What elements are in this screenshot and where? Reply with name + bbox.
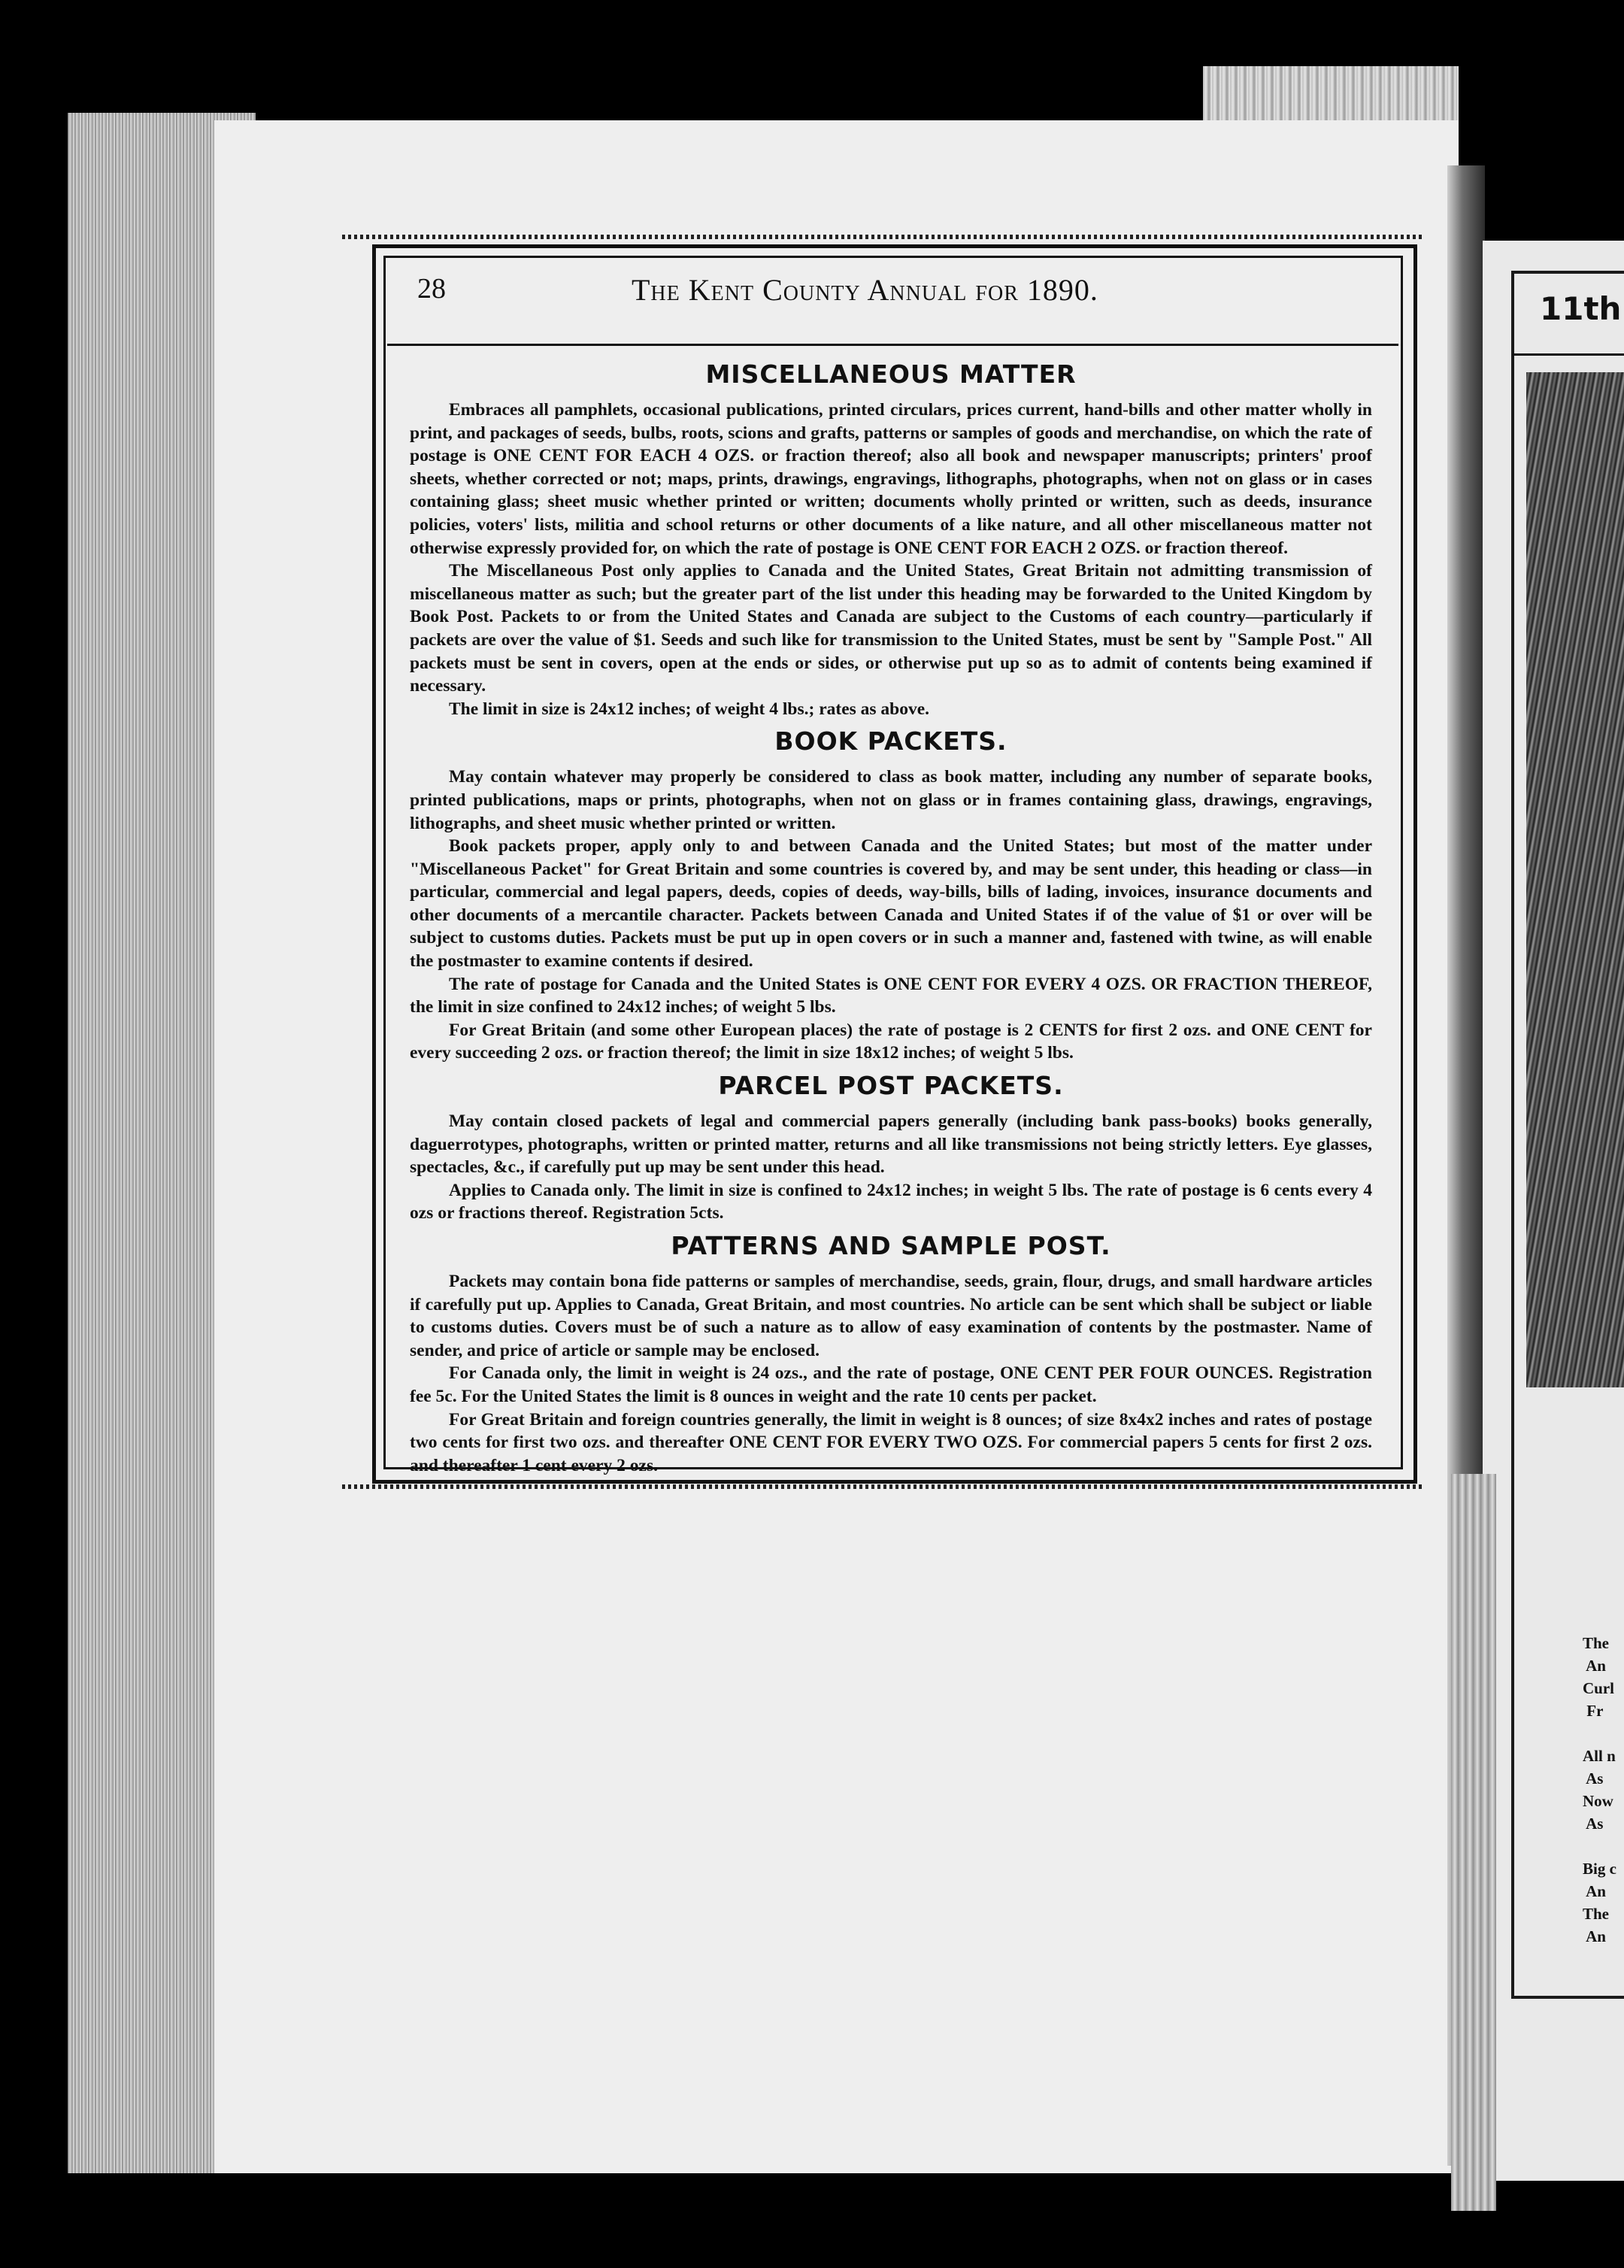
section-heading-miscellaneous: MISCELLANEOUS MATTER (705, 359, 1077, 389)
decorative-border-top (342, 235, 1425, 239)
engraving-illustration (1526, 372, 1624, 1387)
section-heading-book-packets: BOOK PACKETS. (774, 726, 1007, 757)
right-page-text-fragments: The An Curl Fr All n As Now As Big c An The An (1583, 1634, 1616, 1945)
page-header (417, 272, 1380, 317)
paragraph: May contain whatever may properly be considered to class as book matter, including any number of separate books, printed publications, maps or prints, photographs, when not on glass or in frames containing glass, drawings, engravings, lithographs, and sheet music whether printed or written. (410, 767, 1372, 833)
right-page-rule (1513, 353, 1624, 356)
decorative-border-bottom (342, 1484, 1425, 1489)
paragraph: For Great Britain (and some other European places) the rate of postage is 2 CENTS for first 2 ozs. and ONE CENT for every succeeding 2 ozs. or fraction thereof; the limit in size 18x12 inches; of weight 5 lbs. (410, 1020, 1372, 1063)
paragraph: The limit in size is 24x12 inches; of weight 4 lbs.; rates as above. (449, 699, 930, 719)
header-rule (387, 344, 1398, 346)
paragraph: Book packets proper, apply only to and between Canada and the United States; but most of the matter under "Miscellaneous Packet" for Great Britain and some countries is covered by, and may be sent under, this heading or class—in particular, commercial and legal papers, deeds, copies of deeds, way-bills, bills of lading, invoices, insurance documents and other documents of a mercantile character. Packets between Canada and United States if of the value of $1 or over will be subject to customs duties. Packets must be put up in open covers or in such a manner and, fastened with twine, as will enable the postmaster to examine contents if desired. (410, 836, 1372, 972)
section-heading-parcel-post: PARCEL POST PACKETS. (718, 1071, 1064, 1101)
section-heading-patterns-sample-post: PATTERNS AND SAMPLE POST. (671, 1231, 1111, 1260)
paragraph: The rate of postage for Canada and the United States is ONE CENT FOR EVERY 4 OZS. OR FRACTION THEREOF, the limit in size confined to 24x12 inches; of weight 5 lbs. (410, 974, 1372, 1017)
paragraph: Applies to Canada only. The limit in size is confined to 24x12 inches; in weight 5 lbs. The rate of postage is 6 cents every 4 ozs or fractions thereof. Registration 5cts. (410, 1180, 1372, 1223)
side-ribbon (1451, 1474, 1496, 2211)
bookmark-ribbon (1203, 66, 1459, 123)
running-title: The Kent County Annual for 1890. (632, 273, 1098, 307)
page-number: 28 (417, 273, 446, 305)
paragraph: Packets may contain bona fide patterns or samples of merchandise, seeds, grain, flour, drugs, and small hardware articles if carefully put up. Applies to Canada, Great Britain, and most countries. No article can be sent which shall be subject or liable to customs duties. Covers must be of such a nature as to allow of easy examination of contents by the postmaster. Name of sender, and price of article or sample may be enclosed. (410, 1272, 1372, 1360)
page-body (410, 353, 1372, 1477)
paragraph: May contain closed packets of legal and commercial papers generally (including bank pass-books) books generally, daguerrotypes, photographs, written or printed matter, returns and all like transmissions not being strictly letters. Eye glasses, spectacles, &c., if carefully put up may be sent under this head. (410, 1111, 1372, 1178)
paragraph: Embraces all pamphlets, occasional publications, printed circulars, prices current, hand-bills and other matter wholly in print, and packages of seeds, bulbs, roots, scions and grafts, patterns or samples of goods and merchandise, on which the rate of postage is ONE CENT FOR EACH 4 OZS. or fraction thereof; also all book and newspaper manuscripts; printers' proof sheets, whether corrected or not; maps, prints, drawings, engravings, lithographs, photographs, when not on glass or in cases containing glass; sheet music whether printed or written; documents wholly printed or written, such as deeds, insurance policies, voters' lists, militia and school returns or other documents of a like nature, and all other miscellaneous matter not otherwise expressly provided for, on which the rate of postage is ONE CENT FOR EACH 2 OZS. or fraction thereof. (410, 400, 1372, 558)
paragraph: For Canada only, the limit in weight is 24 ozs., and the rate of postage, ONE CENT PER FOUR OUNCES. Registration fee 5c. For the United States the limit is 8 ounces in weight and the rate 10 cents per packet. (410, 1363, 1372, 1406)
paragraph: For Great Britain and foreign countries generally, the limit in weight is 8 ounces; of size 8x4x2 inches and rates of postage two cents for first two ozs. and thereafter ONE CENT FOR EVERY TWO OZS. For commercial papers 5 cents for first 2 ozs. and thereafter 1 cent every 2 ozs. (410, 1409, 1372, 1475)
right-page-header: 11th (1540, 290, 1622, 327)
paragraph: The Miscellaneous Post only applies to Canada and the United States, Great Britain not admitting transmission of miscellaneous matter as such; but the greater part of the list under this heading may be forwarded to the United Kingdom by Book Post. Packets to or from the United States and Canada are subject to the Customs of each country—particularly if packets are over the value of $1. Seeds and such like for transmission to the United States, must be sent by "Sample Post." All packets must be sent in covers, open at the ends or sides, or otherwise put up so as to admit of contents being examined if necessary. (410, 561, 1372, 696)
